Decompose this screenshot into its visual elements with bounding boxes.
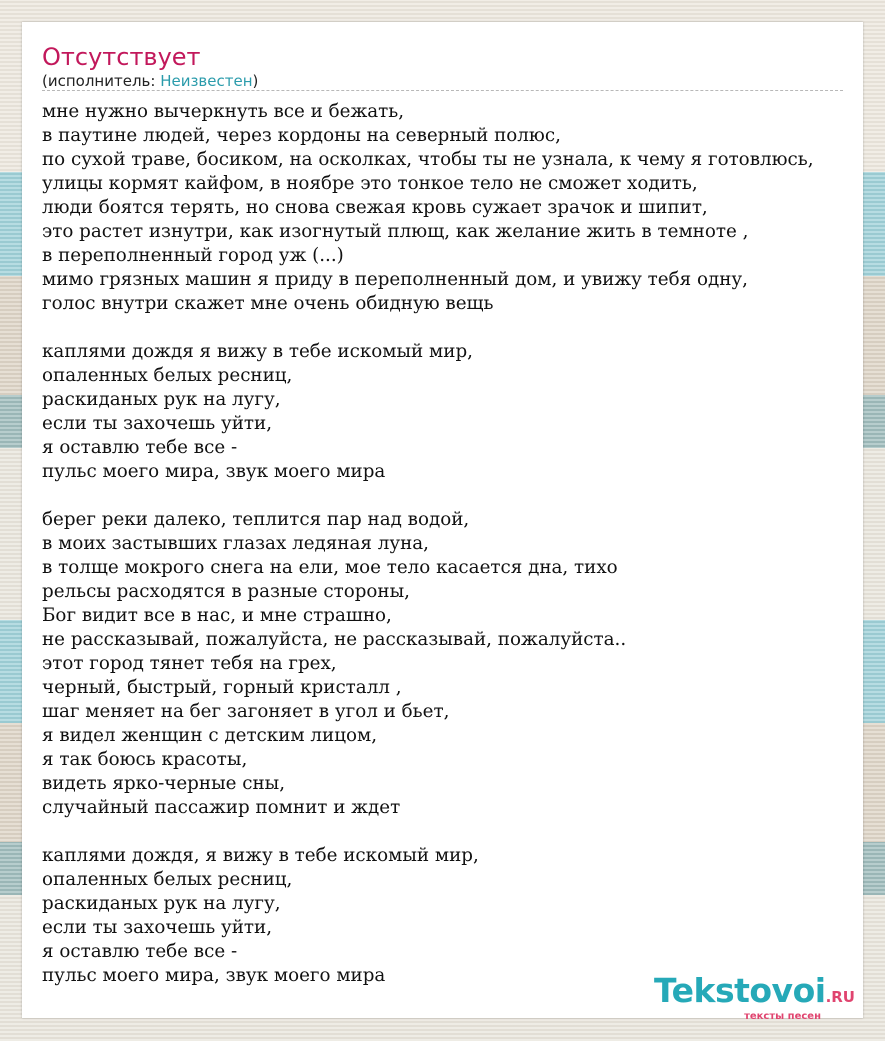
song-title: Отсутствует [42, 43, 201, 71]
lyrics-line: люди боятся терять, но снова свежая кровь сужает зрачок и шипит, [42, 197, 708, 218]
lyrics-line: раскиданых рук на лугу, [42, 893, 281, 914]
lyrics-line: берег реки далеко, теплится пар над водой, [42, 509, 470, 530]
lyrics-line: я оставлю тебе все - [42, 437, 238, 458]
lyrics-line: в толще мокрого снега на ели, мое тело касается дна, тихо [42, 557, 618, 578]
lyrics-line: это растет изнутри, как изогнутый плющ, как желание жить в темноте , [42, 221, 749, 242]
site-logo[interactable] [654, 971, 855, 1022]
lyrics-line: мимо грязных машин я приду в переполненный дом, и увижу тебя одну, [42, 269, 748, 290]
lyrics-line: если ты захочешь уйти, [42, 917, 273, 938]
artist-line [42, 71, 258, 91]
lyrics-line: этот город тянет тебя на грех, [42, 653, 337, 674]
artist-link[interactable]: Неизвестен [160, 72, 253, 90]
lyrics-line: случайный пассажир помнит и ждет [42, 797, 401, 818]
lyrics-line: рельсы расходятся в разные стороны, [42, 581, 410, 602]
lyrics-line: Бог видит все в нас, и мне страшно, [42, 605, 392, 626]
lyrics-line: пульс моего мира, звук моего мира [42, 461, 386, 482]
lyrics-line: шаг меняет на бег загоняет в угол и бьет, [42, 701, 450, 722]
lyrics-text [42, 100, 814, 1012]
lyrics-line: в паутине людей, через кордоны на северный полюс, [42, 125, 561, 146]
lyrics-stanza [42, 100, 814, 316]
lyrics-line: пульс моего мира, звук моего мира [42, 965, 386, 986]
logo-tld: .RU [825, 988, 855, 1006]
logo-brand [654, 971, 855, 1014]
artist-suffix: ) [252, 72, 259, 90]
lyrics-line: раскиданых рук на лугу, [42, 389, 281, 410]
lyrics-line: я оставлю тебе все - [42, 941, 238, 962]
lyrics-line: я так боюсь красоты, [42, 749, 248, 770]
lyrics-line: каплями дождя я вижу в тебе искомый мир, [42, 341, 473, 362]
lyrics-line: мне нужно вычеркнуть все и бежать, [42, 101, 405, 122]
lyrics-line: если ты захочешь уйти, [42, 413, 273, 434]
title-divider [42, 90, 843, 91]
artist-prefix: (исполнитель: [42, 72, 161, 90]
lyrics-stanza [42, 340, 814, 484]
lyrics-line: черный, быстрый, горный кристалл , [42, 677, 402, 698]
lyrics-line: в переполненный город уж (...) [42, 245, 344, 266]
lyrics-line: опаленных белых ресниц, [42, 365, 293, 386]
lyrics-line: видеть ярко-черные сны, [42, 773, 286, 794]
logo-brand-name: Tekstovoi [654, 971, 826, 1010]
lyrics-stanza [42, 508, 814, 820]
lyrics-line: голос внутри скажет мне очень обидную вещь [42, 293, 494, 314]
lyrics-line: в моих застывших глазах ледяная луна, [42, 533, 429, 554]
lyrics-line: не рассказывай, пожалуйста, не рассказывай, пожалуйста.. [42, 629, 627, 650]
lyrics-stanza [42, 844, 814, 988]
lyrics-card [22, 22, 863, 1022]
lyrics-line: я видел женщин с детским лицом, [42, 725, 378, 746]
lyrics-line: каплями дождя, я вижу в тебе искомый мир, [42, 845, 479, 866]
lyrics-line: опаленных белых ресниц, [42, 869, 293, 890]
logo-tagline: тексты песен [744, 1011, 821, 1022]
lyrics-line: по сухой траве, босиком, на осколках, чтобы ты не узнала, к чему я готовлюсь, [42, 149, 814, 170]
lyrics-line: улицы кормят кайфом, в ноябре это тонкое тело не сможет ходить, [42, 173, 698, 194]
